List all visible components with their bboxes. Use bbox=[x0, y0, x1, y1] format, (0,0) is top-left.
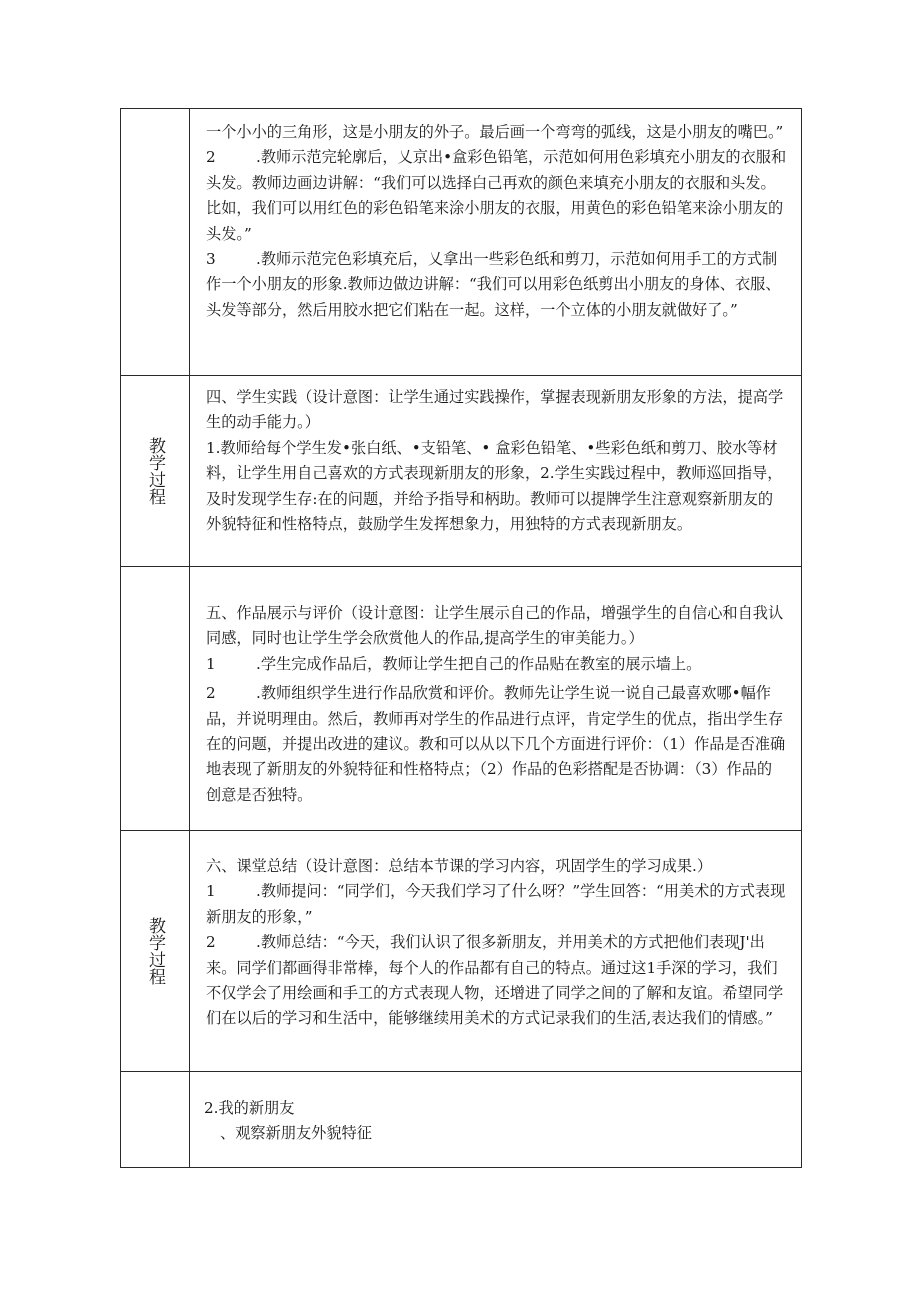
row-content-cell bbox=[190, 376, 802, 567]
item-number: 1 bbox=[206, 654, 216, 673]
section-heading: 四、学生实践（设计意图：让学生通过实践操作，掌握表现新朋友形象的方法，提高学生的动手能力。） bbox=[206, 388, 784, 432]
row-label-cell bbox=[121, 1072, 190, 1168]
lesson-plan-table bbox=[120, 108, 802, 1168]
paragraph: 一个小小的三角形，这是小朋友的外子。最后画一个弯弯的弧线，这是小朋友的嘴巴。” bbox=[206, 123, 784, 141]
table-row bbox=[121, 567, 802, 831]
row-content-cell bbox=[190, 109, 802, 376]
paragraph: 1.教师给每个学生发•张白纸、•支铅笔、• 盒彩色铅笔、•些彩色纸和剪刀、胶水等材料，让学生用自己喜欢的方式表现新朋友的形象，2.学生实践过程中，教师巡回指导，及时发现学生存:在的问题，并给予指导和柄助。教师可以提牌学生注意观察新朋友的外貌特征和性格特点，鼓励学生发挥想象力，用独特的方式表现新朋友。 bbox=[206, 438, 783, 534]
row-content-cell bbox=[190, 567, 802, 831]
row-label-cell bbox=[121, 567, 190, 831]
table-row bbox=[121, 831, 802, 1072]
numbered-paragraph bbox=[206, 247, 787, 323]
paragraph-text: .教师示范完轮廓后，乂京出•盒彩色铅笔，示范如何用色彩填充小朋友的衣服和头发。教师边画边讲解：“我们可以选择白己再欢的颜色来填充小朋友的衣服和头发。比如，我们可以用红色的彩色铅笔来涂小朋友的衣服，用黄色的彩色铅笔来涂小朋友的头发。” bbox=[206, 148, 787, 243]
section-label: 教学过程 bbox=[145, 917, 165, 985]
numbered-paragraph bbox=[206, 681, 787, 808]
table-row bbox=[121, 376, 802, 567]
item-number: 3 bbox=[206, 250, 216, 269]
row-label-cell bbox=[121, 109, 190, 376]
item-number: 2 bbox=[206, 148, 216, 167]
numbered-paragraph bbox=[206, 145, 787, 247]
subheading: 、观察新朋友外貌特征 bbox=[220, 1124, 372, 1143]
row-content-cell bbox=[190, 1072, 802, 1168]
table-row bbox=[121, 109, 802, 376]
item-number: 1 bbox=[206, 882, 216, 901]
row-label-cell bbox=[121, 831, 190, 1072]
section-heading: 五、作品展示与评价（设计意图：让学生展示自己的作品，增强学生的自信心和自我认同感，同时也让学生学会欣赏他人的作品,提高学生的审美能力。） bbox=[206, 604, 784, 648]
subheading: 2.我的新朋友 bbox=[204, 1099, 295, 1117]
row-content-cell bbox=[190, 831, 802, 1072]
paragraph-text: .教师提问：“同学们，今天我们学习了什么呀？”学生回答：“用美术的方式表现新朋友的形象，” bbox=[206, 882, 786, 926]
table-row bbox=[121, 1072, 802, 1168]
numbered-paragraph bbox=[206, 879, 787, 930]
paragraph-text: .教师组织学生进行作品欣赏和评价。教师先让学生说一说自己最喜欢哪•幅作品，并说明理由。然后，教师再对学生的作品进行点评，肯定学生的优点，指出学生存在的问题，并提出改进的建议。教和可以从以下几个方面进行评价：（1）作品是否准确地表现了新朋友的外貌特征和性格特点；（2）作品的色彩搭配是否协调：（3）作品的创意是否独特。 bbox=[206, 684, 786, 804]
section-label: 教学过程 bbox=[145, 437, 165, 505]
numbered-paragraph bbox=[206, 652, 787, 677]
section-heading: 六、课堂总结（设计意图：总结本节课的学习内容，巩固学生的学习成果.） bbox=[206, 857, 713, 875]
item-number: 2 bbox=[206, 933, 216, 952]
paragraph-text: .教师总结：“今天，我们认识了很多新朋友，并用美术的方式把他们表现J'出来。同学们都画得非常棒，每个人的作品都有自己的特点。通过这1手深的学习，我们不仅学会了用绘画和手工的方式表现人物，还增进了同学之间的了解和友谊。希望同学们在以后的学习和生活中，能够继续用美术的方式记录我们的生活,表达我们的情感。” bbox=[206, 933, 784, 1028]
item-number: 2 bbox=[206, 684, 216, 703]
paragraph-text: .教师示范完色彩填充后，乂拿出一些彩色纸和剪刀，示范如何用手工的方式制作一个小朋友的形象.教师边做边讲解：“我们可以用彩色纸剪出小朋友的身体、衣服、头发等部分，然后用胶水把它们粘在一起。这样，一个立体的小朋友就做好了。” bbox=[206, 250, 781, 319]
paragraph-text: .学生完成作品后，教师让学生把自己的作品贴在教室的展示墙上。 bbox=[256, 654, 702, 673]
numbered-paragraph bbox=[206, 930, 787, 1032]
row-label-cell bbox=[121, 376, 190, 567]
